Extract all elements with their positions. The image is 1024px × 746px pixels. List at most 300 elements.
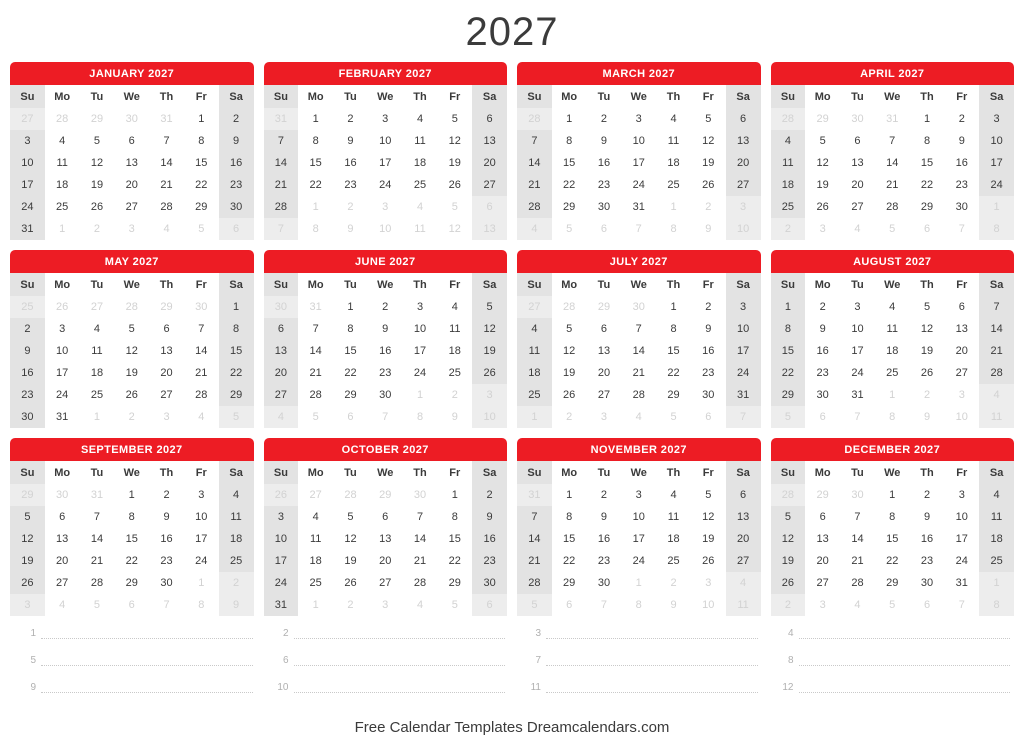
day-cell[interactable]: 21 [403, 550, 438, 572]
day-cell[interactable]: 9 [368, 318, 403, 340]
day-cell[interactable]: 2 [472, 484, 507, 506]
day-cell-adjacent-month[interactable]: 7 [149, 594, 184, 616]
day-cell-adjacent-month[interactable]: 29 [10, 484, 45, 506]
day-cell[interactable]: 3 [840, 296, 875, 318]
day-cell-adjacent-month[interactable]: 26 [264, 484, 299, 506]
day-cell[interactable]: 5 [472, 296, 507, 318]
day-cell[interactable]: 15 [437, 528, 472, 550]
day-cell[interactable]: 21 [298, 362, 333, 384]
day-cell[interactable]: 28 [149, 196, 184, 218]
day-cell-adjacent-month[interactable]: 27 [80, 296, 115, 318]
day-cell[interactable]: 11 [80, 340, 115, 362]
day-cell[interactable]: 15 [333, 340, 368, 362]
note-line[interactable] [267, 655, 506, 666]
day-cell[interactable]: 26 [805, 196, 840, 218]
day-cell[interactable]: 12 [333, 528, 368, 550]
day-cell[interactable]: 3 [979, 108, 1014, 130]
day-cell-adjacent-month[interactable]: 2 [437, 384, 472, 406]
day-cell[interactable]: 15 [656, 340, 691, 362]
day-cell-adjacent-month[interactable]: 5 [875, 594, 910, 616]
day-cell-adjacent-month[interactable]: 9 [437, 406, 472, 428]
day-cell-adjacent-month[interactable]: 3 [114, 218, 149, 240]
day-cell[interactable]: 18 [979, 528, 1014, 550]
day-cell[interactable]: 20 [472, 152, 507, 174]
day-cell[interactable]: 5 [333, 506, 368, 528]
day-cell[interactable]: 2 [587, 484, 622, 506]
day-cell[interactable]: 19 [333, 550, 368, 572]
day-cell-adjacent-month[interactable]: 2 [114, 406, 149, 428]
day-cell[interactable]: 14 [621, 340, 656, 362]
day-cell[interactable]: 9 [472, 506, 507, 528]
day-cell[interactable]: 2 [149, 484, 184, 506]
day-cell[interactable]: 27 [805, 572, 840, 594]
day-cell[interactable]: 16 [333, 152, 368, 174]
day-cell[interactable]: 24 [403, 362, 438, 384]
day-cell[interactable]: 2 [944, 108, 979, 130]
day-cell-adjacent-month[interactable]: 9 [219, 594, 254, 616]
day-cell[interactable]: 25 [771, 196, 806, 218]
day-cell[interactable]: 23 [149, 550, 184, 572]
day-cell-adjacent-month[interactable]: 5 [875, 218, 910, 240]
day-cell[interactable]: 22 [219, 362, 254, 384]
day-cell-adjacent-month[interactable]: 30 [840, 484, 875, 506]
day-cell-adjacent-month[interactable]: 4 [403, 196, 438, 218]
day-cell-adjacent-month[interactable]: 4 [264, 406, 299, 428]
day-cell-adjacent-month[interactable]: 8 [403, 406, 438, 428]
day-cell[interactable]: 31 [944, 572, 979, 594]
day-cell[interactable]: 9 [219, 130, 254, 152]
day-cell[interactable]: 22 [437, 550, 472, 572]
day-cell[interactable]: 4 [219, 484, 254, 506]
day-cell[interactable]: 29 [875, 572, 910, 594]
day-cell-adjacent-month[interactable]: 29 [368, 484, 403, 506]
day-cell[interactable]: 16 [587, 528, 622, 550]
day-cell[interactable]: 3 [368, 108, 403, 130]
day-cell[interactable]: 20 [149, 362, 184, 384]
day-cell[interactable]: 23 [944, 174, 979, 196]
day-cell-adjacent-month[interactable]: 28 [771, 484, 806, 506]
day-cell-adjacent-month[interactable]: 12 [437, 218, 472, 240]
day-cell[interactable]: 2 [805, 296, 840, 318]
day-cell[interactable]: 21 [517, 174, 552, 196]
day-cell[interactable]: 8 [875, 506, 910, 528]
day-cell[interactable]: 17 [840, 340, 875, 362]
day-cell[interactable]: 10 [621, 506, 656, 528]
day-cell-adjacent-month[interactable]: 7 [944, 594, 979, 616]
day-cell[interactable]: 9 [587, 130, 622, 152]
day-cell-adjacent-month[interactable]: 7 [944, 218, 979, 240]
day-cell[interactable]: 27 [726, 174, 761, 196]
day-cell-adjacent-month[interactable]: 11 [979, 406, 1014, 428]
day-cell[interactable]: 11 [979, 506, 1014, 528]
day-cell[interactable]: 14 [264, 152, 299, 174]
day-cell[interactable]: 24 [45, 384, 80, 406]
day-cell[interactable]: 16 [368, 340, 403, 362]
day-cell[interactable]: 27 [472, 174, 507, 196]
day-cell[interactable]: 2 [333, 108, 368, 130]
day-cell[interactable]: 1 [771, 296, 806, 318]
day-cell[interactable]: 2 [219, 108, 254, 130]
day-cell[interactable]: 18 [219, 528, 254, 550]
day-cell-adjacent-month[interactable]: 3 [691, 572, 726, 594]
day-cell[interactable]: 16 [691, 340, 726, 362]
note-dotted-line[interactable] [41, 655, 253, 666]
day-cell-adjacent-month[interactable]: 9 [333, 218, 368, 240]
day-cell[interactable]: 7 [979, 296, 1014, 318]
day-cell-adjacent-month[interactable]: 6 [691, 406, 726, 428]
day-cell-adjacent-month[interactable]: 1 [45, 218, 80, 240]
day-cell[interactable]: 13 [726, 506, 761, 528]
day-cell[interactable]: 20 [45, 550, 80, 572]
day-cell-adjacent-month[interactable]: 3 [726, 196, 761, 218]
day-cell-adjacent-month[interactable]: 30 [114, 108, 149, 130]
day-cell[interactable]: 7 [517, 130, 552, 152]
day-cell[interactable]: 4 [875, 296, 910, 318]
day-cell-adjacent-month[interactable]: 3 [587, 406, 622, 428]
day-cell[interactable]: 28 [840, 572, 875, 594]
day-cell[interactable]: 31 [840, 384, 875, 406]
day-cell[interactable]: 19 [472, 340, 507, 362]
day-cell[interactable]: 24 [840, 362, 875, 384]
day-cell[interactable]: 30 [149, 572, 184, 594]
day-cell[interactable]: 7 [149, 130, 184, 152]
day-cell-adjacent-month[interactable]: 28 [114, 296, 149, 318]
day-cell[interactable]: 12 [114, 340, 149, 362]
day-cell[interactable]: 15 [875, 528, 910, 550]
day-cell-adjacent-month[interactable]: 30 [403, 484, 438, 506]
day-cell[interactable]: 23 [10, 384, 45, 406]
day-cell[interactable]: 4 [656, 108, 691, 130]
note-dotted-line[interactable] [41, 682, 253, 693]
day-cell[interactable]: 21 [621, 362, 656, 384]
day-cell[interactable]: 26 [771, 572, 806, 594]
day-cell-adjacent-month[interactable]: 2 [552, 406, 587, 428]
day-cell[interactable]: 29 [552, 572, 587, 594]
day-cell[interactable]: 30 [219, 196, 254, 218]
day-cell-adjacent-month[interactable]: 8 [656, 218, 691, 240]
day-cell[interactable]: 7 [298, 318, 333, 340]
day-cell[interactable]: 21 [840, 550, 875, 572]
day-cell[interactable]: 3 [403, 296, 438, 318]
day-cell[interactable]: 14 [403, 528, 438, 550]
day-cell[interactable]: 11 [219, 506, 254, 528]
day-cell[interactable]: 28 [875, 196, 910, 218]
day-cell[interactable]: 13 [45, 528, 80, 550]
day-cell-adjacent-month[interactable]: 1 [298, 196, 333, 218]
day-cell[interactable]: 28 [403, 572, 438, 594]
day-cell[interactable]: 13 [805, 528, 840, 550]
day-cell[interactable]: 27 [114, 196, 149, 218]
day-cell[interactable]: 16 [219, 152, 254, 174]
day-cell-adjacent-month[interactable]: 10 [472, 406, 507, 428]
note-dotted-line[interactable] [294, 628, 506, 639]
day-cell[interactable]: 15 [771, 340, 806, 362]
day-cell[interactable]: 15 [552, 528, 587, 550]
day-cell[interactable]: 11 [517, 340, 552, 362]
day-cell-adjacent-month[interactable]: 7 [368, 406, 403, 428]
day-cell[interactable]: 14 [840, 528, 875, 550]
day-cell[interactable]: 31 [10, 218, 45, 240]
day-cell[interactable]: 5 [691, 484, 726, 506]
day-cell[interactable]: 24 [10, 196, 45, 218]
day-cell[interactable]: 21 [979, 340, 1014, 362]
day-cell[interactable]: 13 [114, 152, 149, 174]
day-cell-adjacent-month[interactable]: 31 [149, 108, 184, 130]
day-cell-adjacent-month[interactable]: 11 [726, 594, 761, 616]
day-cell[interactable]: 9 [333, 130, 368, 152]
day-cell-adjacent-month[interactable]: 6 [472, 594, 507, 616]
day-cell[interactable]: 30 [944, 196, 979, 218]
day-cell[interactable]: 3 [726, 296, 761, 318]
day-cell-adjacent-month[interactable]: 6 [552, 594, 587, 616]
day-cell-adjacent-month[interactable]: 6 [219, 218, 254, 240]
day-cell[interactable]: 11 [656, 506, 691, 528]
day-cell-adjacent-month[interactable]: 4 [403, 594, 438, 616]
day-cell[interactable]: 13 [587, 340, 622, 362]
day-cell[interactable]: 18 [437, 340, 472, 362]
day-cell[interactable]: 19 [114, 362, 149, 384]
day-cell[interactable]: 24 [621, 550, 656, 572]
day-cell[interactable]: 5 [80, 130, 115, 152]
day-cell-adjacent-month[interactable]: 30 [184, 296, 219, 318]
day-cell[interactable]: 2 [691, 296, 726, 318]
note-line[interactable] [14, 655, 253, 666]
day-cell[interactable]: 8 [114, 506, 149, 528]
day-cell[interactable]: 17 [403, 340, 438, 362]
day-cell[interactable]: 29 [333, 384, 368, 406]
day-cell[interactable]: 23 [333, 174, 368, 196]
day-cell-adjacent-month[interactable]: 29 [805, 484, 840, 506]
day-cell[interactable]: 25 [219, 550, 254, 572]
note-dotted-line[interactable] [41, 628, 253, 639]
note-dotted-line[interactable] [294, 655, 506, 666]
day-cell[interactable]: 12 [552, 340, 587, 362]
day-cell[interactable]: 24 [184, 550, 219, 572]
day-cell[interactable]: 13 [149, 340, 184, 362]
day-cell[interactable]: 29 [771, 384, 806, 406]
day-cell-adjacent-month[interactable]: 6 [333, 406, 368, 428]
note-line[interactable] [772, 655, 1011, 666]
day-cell[interactable]: 31 [726, 384, 761, 406]
day-cell-adjacent-month[interactable]: 30 [840, 108, 875, 130]
day-cell[interactable]: 18 [875, 340, 910, 362]
day-cell-adjacent-month[interactable]: 4 [621, 406, 656, 428]
day-cell-adjacent-month[interactable]: 3 [805, 594, 840, 616]
day-cell[interactable]: 4 [403, 108, 438, 130]
day-cell[interactable]: 2 [10, 318, 45, 340]
day-cell[interactable]: 25 [656, 550, 691, 572]
day-cell[interactable]: 4 [771, 130, 806, 152]
day-cell[interactable]: 28 [80, 572, 115, 594]
day-cell[interactable]: 30 [10, 406, 45, 428]
day-cell[interactable]: 12 [771, 528, 806, 550]
day-cell[interactable]: 9 [149, 506, 184, 528]
day-cell[interactable]: 29 [656, 384, 691, 406]
day-cell[interactable]: 3 [621, 484, 656, 506]
day-cell-adjacent-month[interactable]: 29 [587, 296, 622, 318]
day-cell[interactable]: 6 [114, 130, 149, 152]
day-cell[interactable]: 27 [840, 196, 875, 218]
day-cell[interactable]: 26 [472, 362, 507, 384]
note-dotted-line[interactable] [799, 682, 1011, 693]
day-cell[interactable]: 29 [219, 384, 254, 406]
day-cell[interactable]: 23 [691, 362, 726, 384]
day-cell[interactable]: 7 [264, 130, 299, 152]
day-cell-adjacent-month[interactable]: 2 [771, 594, 806, 616]
day-cell[interactable]: 26 [437, 174, 472, 196]
day-cell[interactable]: 31 [264, 594, 299, 616]
day-cell[interactable]: 29 [552, 196, 587, 218]
day-cell[interactable]: 28 [979, 362, 1014, 384]
day-cell[interactable]: 25 [979, 550, 1014, 572]
day-cell[interactable]: 3 [621, 108, 656, 130]
day-cell[interactable]: 14 [184, 340, 219, 362]
day-cell-adjacent-month[interactable]: 29 [805, 108, 840, 130]
day-cell[interactable]: 23 [805, 362, 840, 384]
day-cell[interactable]: 1 [552, 108, 587, 130]
day-cell[interactable]: 25 [875, 362, 910, 384]
note-line[interactable] [14, 628, 253, 639]
day-cell[interactable]: 12 [805, 152, 840, 174]
day-cell[interactable]: 8 [437, 506, 472, 528]
day-cell[interactable]: 4 [80, 318, 115, 340]
day-cell-adjacent-month[interactable]: 8 [621, 594, 656, 616]
day-cell[interactable]: 8 [910, 130, 945, 152]
day-cell[interactable]: 7 [875, 130, 910, 152]
day-cell[interactable]: 6 [149, 318, 184, 340]
day-cell[interactable]: 19 [771, 550, 806, 572]
note-line[interactable] [267, 682, 506, 693]
day-cell[interactable]: 10 [184, 506, 219, 528]
day-cell-adjacent-month[interactable]: 7 [621, 218, 656, 240]
day-cell-adjacent-month[interactable]: 31 [875, 108, 910, 130]
day-cell[interactable]: 12 [80, 152, 115, 174]
day-cell[interactable]: 17 [726, 340, 761, 362]
day-cell-adjacent-month[interactable]: 7 [587, 594, 622, 616]
day-cell[interactable]: 6 [944, 296, 979, 318]
day-cell[interactable]: 28 [264, 196, 299, 218]
day-cell[interactable]: 8 [333, 318, 368, 340]
day-cell[interactable]: 9 [805, 318, 840, 340]
day-cell[interactable]: 20 [726, 152, 761, 174]
day-cell[interactable]: 20 [840, 174, 875, 196]
day-cell[interactable]: 14 [80, 528, 115, 550]
day-cell-adjacent-month[interactable]: 4 [840, 218, 875, 240]
day-cell[interactable]: 25 [80, 384, 115, 406]
day-cell[interactable]: 20 [264, 362, 299, 384]
day-cell-adjacent-month[interactable]: 5 [656, 406, 691, 428]
day-cell[interactable]: 24 [621, 174, 656, 196]
day-cell[interactable]: 8 [219, 318, 254, 340]
day-cell[interactable]: 23 [472, 550, 507, 572]
day-cell-adjacent-month[interactable]: 3 [368, 594, 403, 616]
day-cell[interactable]: 14 [979, 318, 1014, 340]
day-cell[interactable]: 12 [691, 130, 726, 152]
day-cell[interactable]: 26 [691, 174, 726, 196]
day-cell-adjacent-month[interactable]: 4 [45, 594, 80, 616]
day-cell[interactable]: 26 [114, 384, 149, 406]
day-cell[interactable]: 22 [114, 550, 149, 572]
day-cell[interactable]: 10 [368, 130, 403, 152]
day-cell[interactable]: 12 [472, 318, 507, 340]
day-cell[interactable]: 6 [726, 484, 761, 506]
day-cell[interactable]: 12 [10, 528, 45, 550]
note-line[interactable] [519, 628, 758, 639]
day-cell[interactable]: 8 [298, 130, 333, 152]
day-cell-adjacent-month[interactable]: 9 [691, 218, 726, 240]
day-cell[interactable]: 5 [771, 506, 806, 528]
day-cell-adjacent-month[interactable]: 2 [333, 594, 368, 616]
day-cell[interactable]: 19 [80, 174, 115, 196]
day-cell[interactable]: 18 [80, 362, 115, 384]
note-line[interactable] [267, 628, 506, 639]
day-cell[interactable]: 3 [184, 484, 219, 506]
note-dotted-line[interactable] [294, 682, 506, 693]
day-cell[interactable]: 30 [910, 572, 945, 594]
day-cell[interactable]: 30 [587, 196, 622, 218]
day-cell-adjacent-month[interactable]: 29 [149, 296, 184, 318]
day-cell-adjacent-month[interactable]: 5 [771, 406, 806, 428]
day-cell[interactable]: 21 [875, 174, 910, 196]
day-cell-adjacent-month[interactable]: 1 [298, 594, 333, 616]
day-cell[interactable]: 20 [805, 550, 840, 572]
day-cell[interactable]: 3 [10, 130, 45, 152]
day-cell[interactable]: 29 [437, 572, 472, 594]
day-cell-adjacent-month[interactable]: 7 [726, 406, 761, 428]
day-cell[interactable]: 21 [80, 550, 115, 572]
day-cell-adjacent-month[interactable]: 7 [840, 406, 875, 428]
day-cell-adjacent-month[interactable]: 9 [910, 406, 945, 428]
day-cell[interactable]: 20 [368, 550, 403, 572]
day-cell-adjacent-month[interactable]: 28 [517, 108, 552, 130]
day-cell[interactable]: 6 [805, 506, 840, 528]
day-cell[interactable]: 27 [944, 362, 979, 384]
day-cell-adjacent-month[interactable]: 2 [771, 218, 806, 240]
day-cell[interactable]: 11 [875, 318, 910, 340]
day-cell[interactable]: 17 [45, 362, 80, 384]
day-cell-adjacent-month[interactable]: 1 [184, 572, 219, 594]
day-cell[interactable]: 9 [691, 318, 726, 340]
day-cell-adjacent-month[interactable]: 28 [45, 108, 80, 130]
day-cell[interactable]: 18 [298, 550, 333, 572]
day-cell[interactable]: 18 [517, 362, 552, 384]
day-cell[interactable]: 26 [333, 572, 368, 594]
day-cell[interactable]: 27 [368, 572, 403, 594]
note-dotted-line[interactable] [546, 628, 758, 639]
day-cell-adjacent-month[interactable]: 3 [368, 196, 403, 218]
note-dotted-line[interactable] [799, 655, 1011, 666]
day-cell[interactable]: 4 [656, 484, 691, 506]
day-cell[interactable]: 24 [264, 572, 299, 594]
day-cell-adjacent-month[interactable]: 30 [621, 296, 656, 318]
day-cell[interactable]: 3 [264, 506, 299, 528]
day-cell-adjacent-month[interactable]: 5 [437, 594, 472, 616]
day-cell[interactable]: 17 [621, 152, 656, 174]
day-cell[interactable]: 8 [552, 506, 587, 528]
day-cell[interactable]: 16 [472, 528, 507, 550]
day-cell-adjacent-month[interactable]: 1 [875, 384, 910, 406]
day-cell[interactable]: 14 [149, 152, 184, 174]
day-cell[interactable]: 7 [80, 506, 115, 528]
day-cell[interactable]: 13 [726, 130, 761, 152]
day-cell[interactable]: 19 [437, 152, 472, 174]
day-cell[interactable]: 8 [184, 130, 219, 152]
day-cell[interactable]: 16 [587, 152, 622, 174]
day-cell[interactable]: 7 [403, 506, 438, 528]
day-cell-adjacent-month[interactable]: 1 [517, 406, 552, 428]
day-cell[interactable]: 30 [805, 384, 840, 406]
day-cell[interactable]: 11 [45, 152, 80, 174]
